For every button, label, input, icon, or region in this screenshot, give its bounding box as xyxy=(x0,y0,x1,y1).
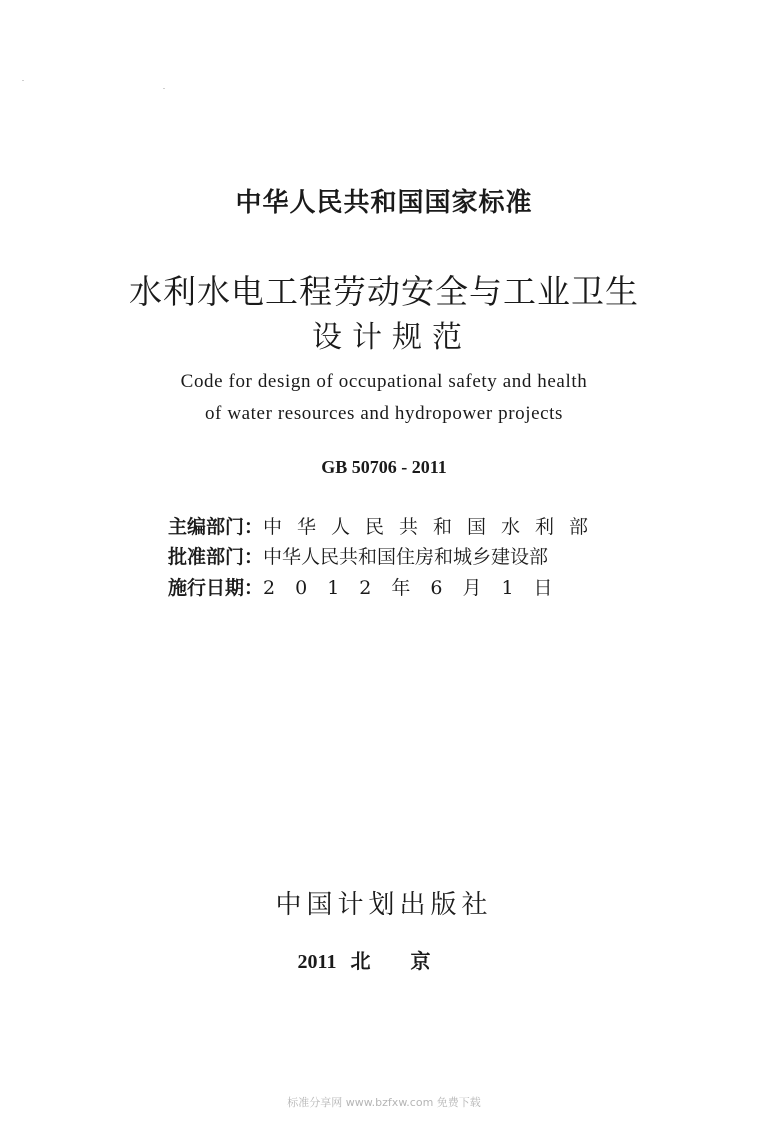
editor-department-value: 中华人民共和国水利部 xyxy=(263,516,604,538)
standard-type-heading: 中华人民共和国国家标准 xyxy=(235,188,533,218)
effective-date-label: 施行日期： xyxy=(168,577,264,599)
title-chinese-line2: 设计规范 xyxy=(312,320,472,355)
approver-department-row xyxy=(168,542,548,569)
publication-year: 2011 xyxy=(297,951,337,973)
editor-department-label: 主编部门： xyxy=(168,516,264,538)
publication-city: 北京 xyxy=(350,951,471,973)
scan-speck xyxy=(22,80,24,81)
title-chinese-line1: 水利水电工程劳动安全与工业卫生 xyxy=(129,272,639,311)
standard-code: GB 50706 - 2011 xyxy=(321,457,447,477)
title-english-line1: Code for design of occupational safety and health xyxy=(180,371,588,392)
approver-department-label: 批准部门： xyxy=(168,546,264,568)
publisher-name: 中国计划出版社 xyxy=(275,890,493,920)
scan-speck xyxy=(163,88,165,89)
footer-watermark: 标准分享网 www.bzfxw.com 免费下载 xyxy=(287,1096,481,1109)
publication-line xyxy=(0,945,768,974)
approver-department-value: 中华人民共和国住房和城乡建设部 xyxy=(263,546,549,568)
editor-department-row xyxy=(168,512,603,539)
title-english-line2: of water resources and hydropower projects xyxy=(204,403,564,424)
effective-date-value: 2012年6月1日 xyxy=(263,577,573,599)
effective-date-row xyxy=(168,573,573,600)
